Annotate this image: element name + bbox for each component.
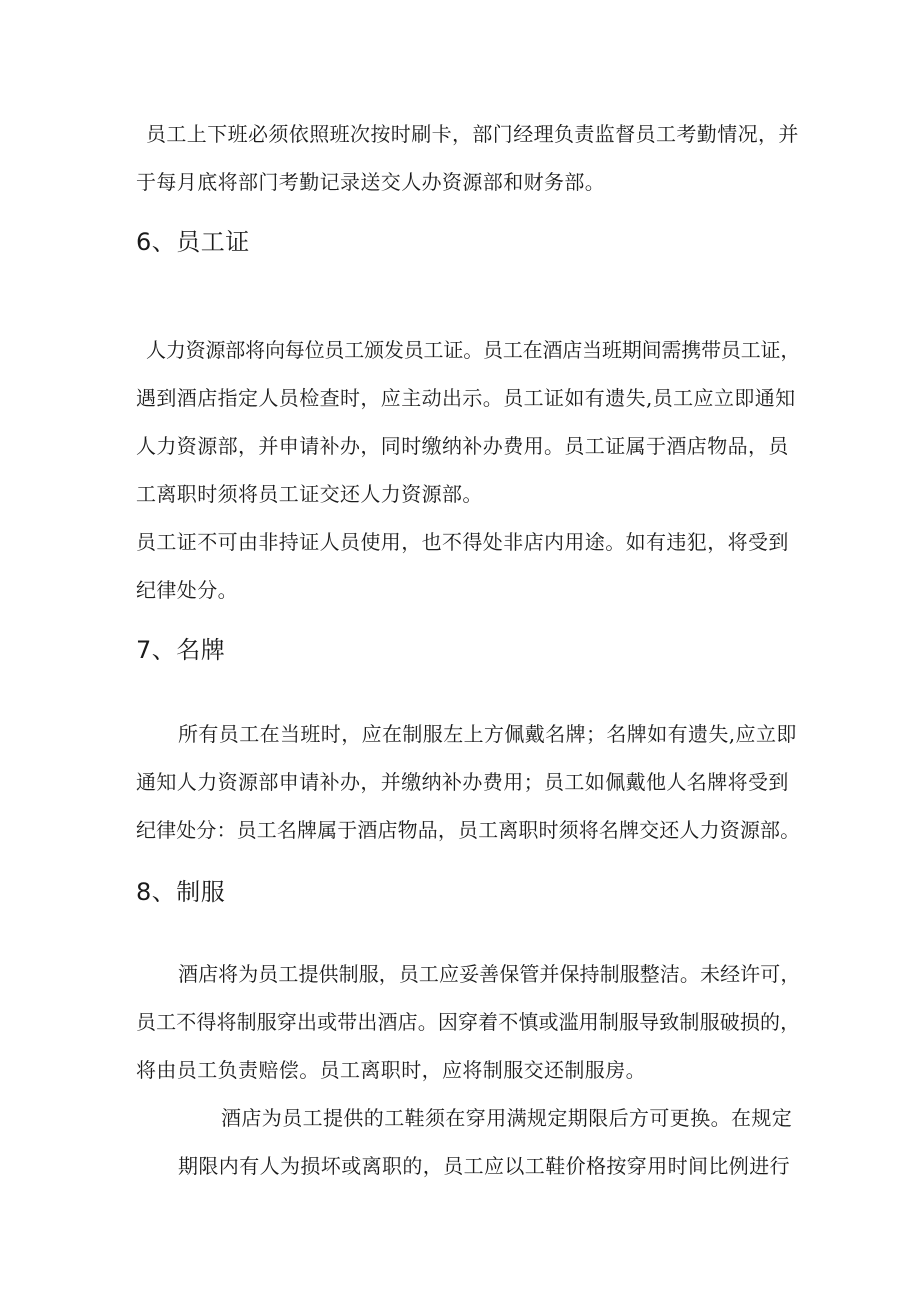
section-7-heading: 7、名牌 bbox=[136, 636, 226, 664]
section-6-paragraph-1-line-1: 人力资源部将向每位员工颁发员工证。员工在酒店当班期间需携带员工证， bbox=[146, 338, 801, 362]
attendance-paragraph-line-2: 于每月底将部门考勤记录送交人办资源部和财务部。 bbox=[136, 170, 606, 194]
section-6-paragraph-2-line-1: 员工证不可由非持证人员使用，也不得处非店内用途。如有违犯，将受到 bbox=[136, 530, 789, 554]
section-8-paragraph-2-line-2: 期限内有人为损坏或离职的，员工应以工鞋价格按穿用时间比例进行 bbox=[178, 1154, 790, 1178]
section-6-heading: 6、员工证 bbox=[136, 228, 250, 256]
section-6-paragraph-1-line-3: 人力资源部，并申请补办，同时缴纳补办费用。员工证属于酒店物品，员 bbox=[136, 434, 789, 458]
section-7-paragraph-1-line-1: 所有员工在当班时，应在制服左上方佩戴名牌；名牌如有遗失,应立即 bbox=[178, 722, 797, 746]
section-7-paragraph-1-line-3: 纪律处分：员工名牌属于酒店物品，员工离职时须将名牌交还人力资源部。 bbox=[136, 818, 801, 842]
section-8-paragraph-1-line-1: 酒店将为员工提供制服，员工应妥善保管并保持制服整洁。未经许可， bbox=[178, 962, 801, 986]
section-8-paragraph-1-line-3: 将由员工负责赔偿。员工离职时，应将制服交还制服房。 bbox=[136, 1058, 646, 1082]
section-6-paragraph-2-line-2: 纪律处分。 bbox=[136, 578, 238, 602]
section-8-paragraph-1-line-2: 员工不得将制服穿出或带出酒店。因穿着不慎或滥用制服导致制服破损的， bbox=[136, 1010, 801, 1034]
section-6-paragraph-1-line-2: 遇到酒店指定人员检查时，应主动出示。员工证如有遗失,员工应立即通知 bbox=[136, 386, 796, 410]
attendance-paragraph-line-1: 员工上下班必须依照班次按时刷卡，部门经理负责监督员工考勤情况，并 bbox=[146, 122, 799, 146]
section-6-paragraph-1-line-4: 工离职时须将员工证交还人力资源部。 bbox=[136, 482, 483, 506]
section-8-heading: 8、制服 bbox=[136, 878, 226, 906]
section-8-paragraph-2-line-1: 酒店为员工提供的工鞋须在穿用满规定期限后方可更换。在规定 bbox=[221, 1106, 793, 1130]
section-7-paragraph-1-line-2: 通知人力资源部申请补办，并缴纳补办费用；员工如佩戴他人名牌将受到 bbox=[136, 770, 789, 794]
